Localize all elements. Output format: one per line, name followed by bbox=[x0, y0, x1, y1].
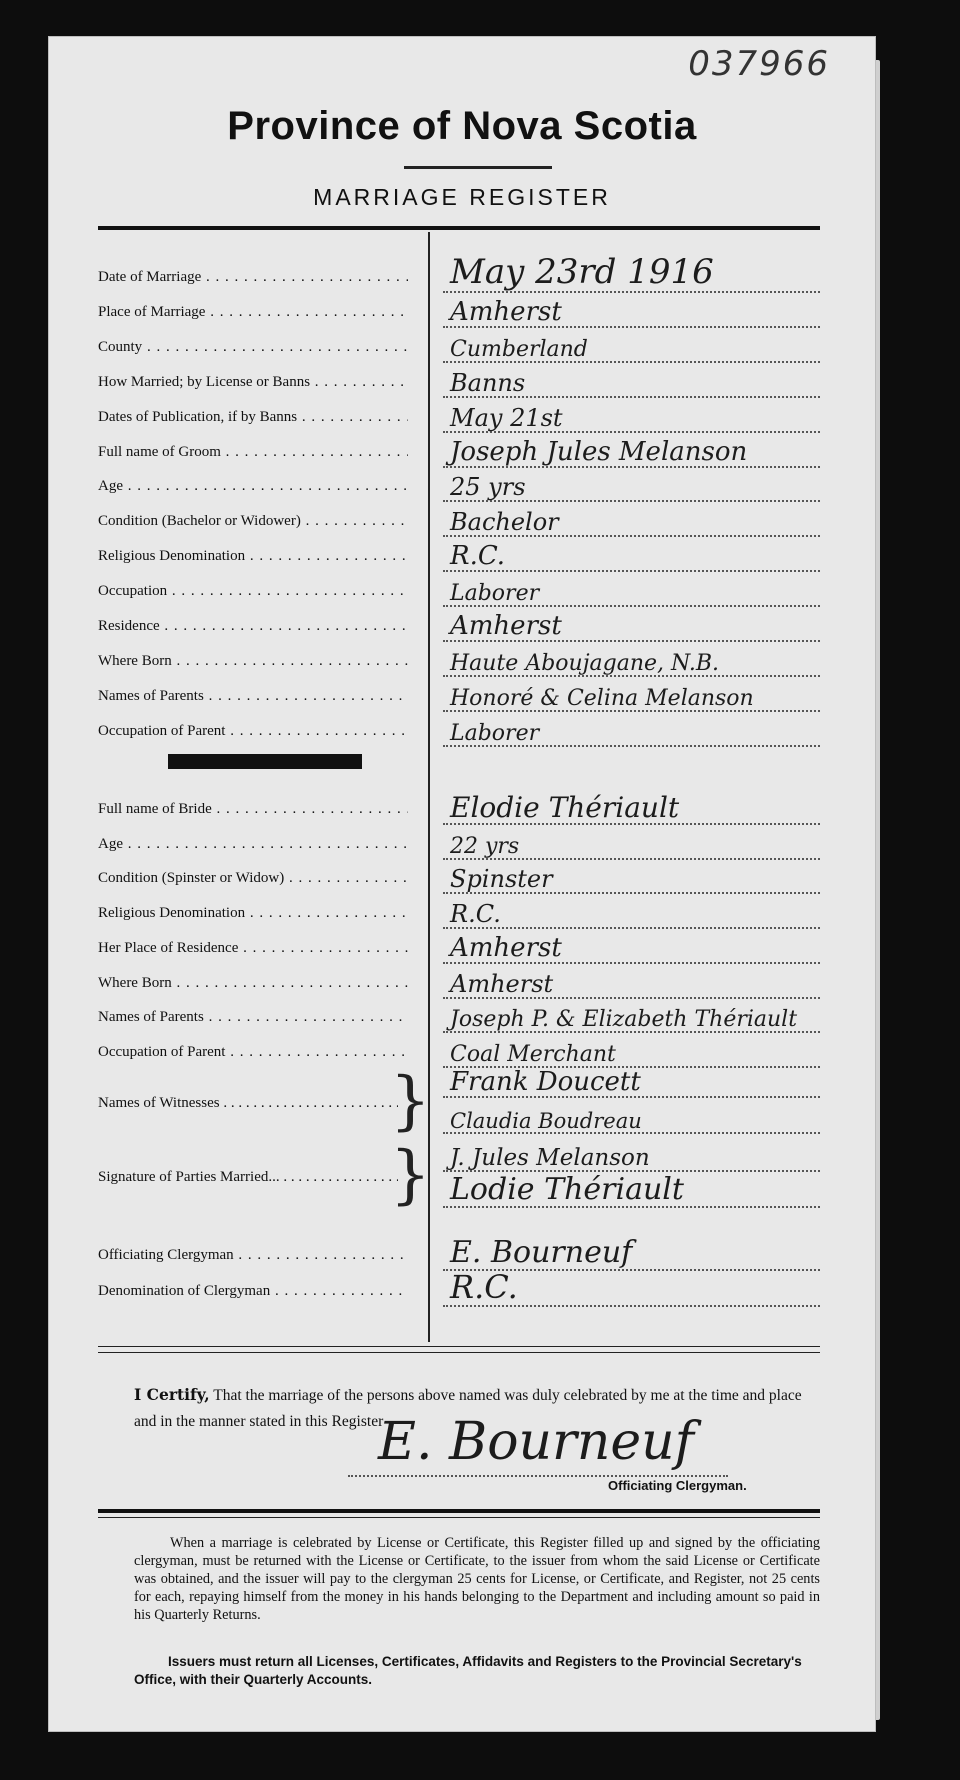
field-label: Full name of Bride . . . bbox=[98, 801, 408, 825]
signatures-brace: } bbox=[390, 1138, 431, 1212]
certify-lead: I Certify, bbox=[134, 1385, 210, 1404]
field-label: Where Born . . . bbox=[98, 975, 408, 999]
page-title: Province of Nova Scotia bbox=[227, 104, 697, 148]
field-label: Religious Denomination . . . bbox=[98, 905, 408, 929]
groom-field-row bbox=[98, 613, 820, 647]
field-label: Officiating Clergyman . . . bbox=[98, 1247, 408, 1271]
field-label: Condition (Spinster or Widow) . . . bbox=[98, 870, 408, 894]
groom-field-row bbox=[98, 578, 820, 612]
field-value: Laborer bbox=[450, 720, 540, 746]
form-subtitle: MARRIAGE REGISTER bbox=[313, 184, 611, 210]
field-value: 25 yrs bbox=[450, 473, 526, 502]
field-label: Dates of Publication, if by Banns . . . bbox=[98, 409, 408, 433]
bride-field-row bbox=[98, 970, 820, 1004]
witnesses-brace: } bbox=[390, 1064, 431, 1138]
bride-field-row bbox=[98, 831, 820, 865]
field-label: Condition (Bachelor or Widower) . . . bbox=[98, 513, 408, 537]
signatures-label: Signature of Parties Married... . . . bbox=[98, 1169, 398, 1186]
field-value: R.C. bbox=[450, 1268, 518, 1306]
field-value: Amherst bbox=[450, 932, 562, 963]
field-label: Full name of Groom . . . bbox=[98, 444, 408, 468]
field-label: Occupation of Parent . . . bbox=[98, 723, 408, 747]
field-label: Where Born . . . bbox=[98, 653, 408, 677]
notice-paragraph: When a marriage is celebrated by License or Certificate, this Register filled up and signed by the officiating clergyman, must be returned with the License or Certificate, to the issuer from whom the said License or Certificate was obtained, and the issuer will pay to the clergyman 25 cents for License, or Certificate, and Register, not 25 cents for each, repaying himself from the money in his hands belonging to the Department and including amount so paid in his Quarterly Returns. bbox=[134, 1535, 820, 1623]
groom-field-row bbox=[98, 543, 820, 577]
groom-field-row bbox=[98, 683, 820, 717]
groom-field-row bbox=[98, 296, 820, 333]
field-value: May 21st bbox=[450, 403, 563, 432]
groom-field-row bbox=[98, 404, 820, 438]
field-value: Amherst bbox=[450, 296, 562, 327]
marriage-register-form bbox=[48, 36, 876, 1732]
field-value: Amherst bbox=[450, 611, 562, 641]
field-value: Banns bbox=[450, 368, 526, 397]
certify-signature: E. Bourneuf bbox=[378, 1412, 694, 1472]
field-value: Laborer bbox=[450, 581, 540, 607]
section-separator-bar bbox=[168, 754, 362, 769]
form-number: 037966 bbox=[688, 44, 830, 84]
field-label: Occupation of Parent . . . bbox=[98, 1044, 408, 1068]
groom-field-row bbox=[98, 718, 820, 752]
bride-field-row bbox=[98, 932, 820, 969]
groom-field-row bbox=[98, 369, 820, 403]
field-value: Elodie Thériault bbox=[450, 791, 680, 824]
groom-field-row bbox=[98, 648, 820, 682]
certify-signature-label: Officiating Clergyman. bbox=[608, 1478, 747, 1493]
field-label: Denomination of Clergyman . . . bbox=[98, 1283, 408, 1307]
title-underline bbox=[404, 166, 552, 169]
clergy-field-row bbox=[98, 1268, 820, 1312]
field-value: Spinster bbox=[450, 865, 553, 894]
field-label: Residence . . . bbox=[98, 618, 408, 642]
header-divider bbox=[98, 226, 820, 230]
bride-field-row bbox=[98, 865, 820, 899]
bride-field-row bbox=[98, 1004, 820, 1038]
witness-1-value: Frank Doucett bbox=[450, 1067, 641, 1097]
field-label: Place of Marriage . . . bbox=[98, 304, 408, 328]
bride-field-row bbox=[98, 900, 820, 934]
signatures-group bbox=[98, 1138, 820, 1215]
witnesses-label: Names of Witnesses . . . bbox=[98, 1095, 398, 1112]
field-label: Occupation . . . bbox=[98, 583, 408, 607]
notice-divider-top bbox=[98, 1509, 820, 1513]
signature-2-value: Lodie Thériault bbox=[450, 1172, 684, 1207]
field-value: R.C. bbox=[450, 541, 506, 572]
groom-field-row bbox=[98, 252, 820, 298]
field-label: Names of Parents . . . bbox=[98, 1009, 408, 1033]
field-value: Honoré & Celina Melanson bbox=[450, 685, 754, 711]
groom-field-row bbox=[98, 334, 820, 368]
witness-2-value: Claudia Boudreau bbox=[450, 1109, 642, 1133]
field-value: 22 yrs bbox=[450, 833, 520, 859]
signature-1-value: J. Jules Melanson bbox=[450, 1145, 650, 1171]
field-label: Names of Parents . . . bbox=[98, 688, 408, 712]
field-value: Joseph P. & Elizabeth Thériault bbox=[450, 1007, 798, 1033]
field-value: R.C. bbox=[450, 900, 501, 929]
field-label: Date of Marriage . . . bbox=[98, 269, 408, 293]
field-label: Religious Denomination . . . bbox=[98, 548, 408, 572]
field-label: Age . . . bbox=[98, 478, 408, 502]
field-value: Joseph Jules Melanson bbox=[450, 436, 748, 467]
field-label: Her Place of Residence . . . bbox=[98, 940, 408, 964]
field-value: Bachelor bbox=[450, 508, 559, 537]
notice-divider-bottom bbox=[98, 1517, 820, 1518]
field-value: May 23rd 1916 bbox=[450, 252, 714, 292]
bride-field-row bbox=[98, 791, 820, 830]
groom-field-row bbox=[98, 508, 820, 542]
field-value: E. Bourneuf bbox=[450, 1235, 633, 1270]
certify-text: That the marriage of the persons above named was duly celebrated by me at the time and place and in the manner stated in this Register bbox=[134, 1387, 802, 1430]
issuers-instruction: Issuers must return all Licenses, Certificates, Affidavits and Registers to the Provincial Secretary's Office, with their Quarterly Accounts. bbox=[134, 1654, 802, 1687]
witnesses-group bbox=[98, 1064, 820, 1141]
witness-line-1 bbox=[98, 1069, 820, 1103]
groom-field-row bbox=[98, 436, 820, 473]
field-value: Cumberland bbox=[450, 336, 588, 362]
field-value: Amherst bbox=[450, 969, 554, 998]
field-label: County . . . bbox=[98, 339, 408, 363]
field-label: How Married; by License or Banns . . . bbox=[98, 374, 408, 398]
field-value: Haute Aboujagane, N.B. bbox=[450, 650, 720, 676]
certify-divider-top bbox=[98, 1346, 820, 1347]
field-value: Coal Merchant bbox=[450, 1041, 616, 1067]
witness-line-2 bbox=[98, 1105, 820, 1139]
groom-field-row bbox=[98, 473, 820, 507]
certify-divider-bottom bbox=[98, 1352, 820, 1353]
field-label: Age . . . bbox=[98, 836, 408, 860]
